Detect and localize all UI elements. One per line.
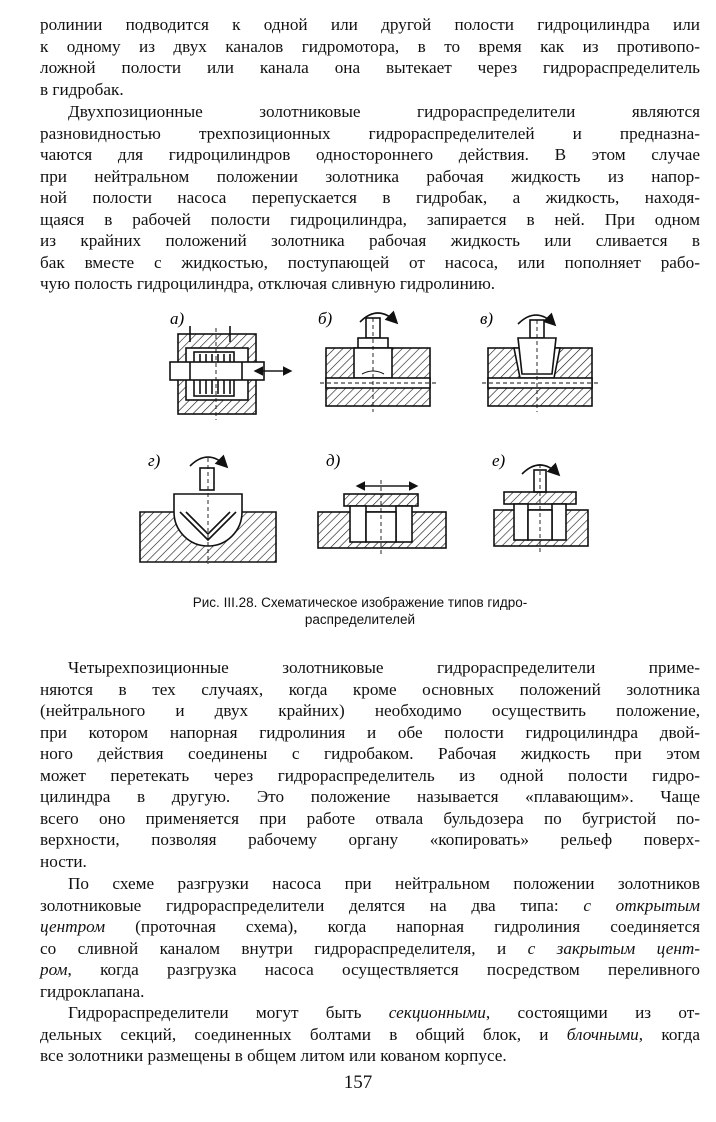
label-v: в) xyxy=(480,309,494,328)
diagram-e xyxy=(494,464,588,554)
text-line: верхности, позволяя рабочему органу «копировать» рельеф поверх- xyxy=(40,830,700,849)
paragraph-3 xyxy=(40,657,700,872)
text-run: со сливной каналом внутри гидрораспределителя, и xyxy=(40,938,528,958)
text-run: золотниковые гидрораспределители делятся на два типа: xyxy=(40,895,584,915)
paragraph-5 xyxy=(40,1002,700,1067)
label-a: а) xyxy=(170,309,185,328)
label-d: д) xyxy=(326,451,341,470)
text-line: чую полость гидроцилиндра, отключая сливную гидролинию. xyxy=(40,274,496,293)
caption-line: Рис. III.28. Схематическое изображение типов гидро- xyxy=(192,595,528,610)
text-line: из крайних положений золотника рабочая жидкость или сливается в xyxy=(40,231,700,250)
text-run: , состоящими из от- xyxy=(485,1003,700,1022)
text-line: щаяся в рабочей полости гидроцилиндра, запирается в ней. При одном xyxy=(40,209,700,229)
term-open-center: центром xyxy=(40,917,106,936)
text-line: всего оно применяется при работе отвала бульдозера по бугристой по- xyxy=(40,808,700,828)
label-g: г) xyxy=(148,451,161,470)
page-number: 157 xyxy=(343,1072,373,1093)
text-line: Четырехпозиционные золотниковые гидрораспределители приме- xyxy=(68,658,700,677)
text-run: , когда разгрузка насоса осуществляется посредством переливного xyxy=(67,960,700,979)
text-line: ного действия соединены с гидробаком. Рабочая жидкость при этом xyxy=(40,744,700,763)
diagram-g xyxy=(140,457,276,564)
text-line: при котором напорная гидролиния и обе полости гидроцилиндра двой- xyxy=(40,722,700,742)
text-line: ности. xyxy=(40,851,87,871)
paragraph-1 xyxy=(40,14,700,100)
text-line: бак вместе с жидкостью, поступающей от насоса, или пополняет рабо- xyxy=(40,252,700,272)
caption-line: распределителей xyxy=(304,612,416,627)
text-line xyxy=(40,959,700,981)
paragraph-2 xyxy=(40,101,700,295)
text-line: ролинии подводится к одной или другой полости гидроцилиндра или xyxy=(40,15,700,34)
term-closed-center: с закрытым цент- xyxy=(527,938,700,958)
text-line: Двухпозиционные золотниковые гидрораспределители являются xyxy=(68,102,700,121)
label-e: е) xyxy=(492,451,506,470)
text-line xyxy=(40,938,700,960)
term-sectional: секционными xyxy=(388,1003,486,1022)
text-line: (нейтрального и двух крайних) необходимо осуществить положение, xyxy=(40,701,700,720)
text-line xyxy=(40,916,700,938)
diagram-v xyxy=(482,315,598,412)
text-run: Гидрораспределители могут быть xyxy=(68,1003,389,1022)
text-line: гидроклапана. xyxy=(40,981,145,1001)
text-line: цилиндра в другую. Это положение называется «плавающим». Чаще xyxy=(40,787,700,806)
text-line: По схеме разгрузки насоса при нейтральном положении золотников xyxy=(68,874,700,893)
text-line: при нейтральном положении золотника рабочая жидкость из напор- xyxy=(40,166,700,186)
label-b: б) xyxy=(318,309,333,328)
text-run: дельных секций, соединенных болтами в общий блок, и xyxy=(40,1024,567,1044)
term-open-center: с открытым xyxy=(583,895,700,915)
text-line: ложной полости или канала она вытекает через гидрораспределитель xyxy=(40,58,700,77)
paragraph-4 xyxy=(40,873,700,1002)
text-line: все золотники размещены в общем литом или кованом корпусе. xyxy=(40,1046,507,1065)
figure-valve-types xyxy=(130,298,600,568)
text-line: разновидностью трехпозиционных гидрораспределителей и предназна- xyxy=(40,123,700,143)
text-line xyxy=(40,895,700,917)
text-run: (проточная схема), когда напорная гидролиния соединяется xyxy=(105,917,700,936)
text-line: чаются для гидроцилиндров одностороннего действия. В этом случае xyxy=(40,145,700,164)
figure-caption xyxy=(130,594,590,628)
text-line: в гидробак. xyxy=(40,79,124,99)
text-line: ной полости насоса перепускается в гидробак, а жидкость, находя- xyxy=(40,188,700,207)
term-closed-center: ром xyxy=(40,960,68,979)
term-block: блочными xyxy=(566,1024,639,1044)
diagram-a xyxy=(170,326,290,420)
text-run: , когда xyxy=(638,1024,700,1044)
text-line xyxy=(40,1002,700,1024)
text-line: няются в тех случаях, когда кроме основных положений золотника xyxy=(40,679,700,699)
diagram-d xyxy=(318,480,446,556)
text-line: к одному из двух каналов гидромотора, в то время как из противопо- xyxy=(40,36,700,56)
diagram-b xyxy=(320,313,436,412)
text-line xyxy=(40,1024,700,1046)
text-line: может перетекать через гидрораспределитель из одной полости гидро- xyxy=(40,765,700,785)
